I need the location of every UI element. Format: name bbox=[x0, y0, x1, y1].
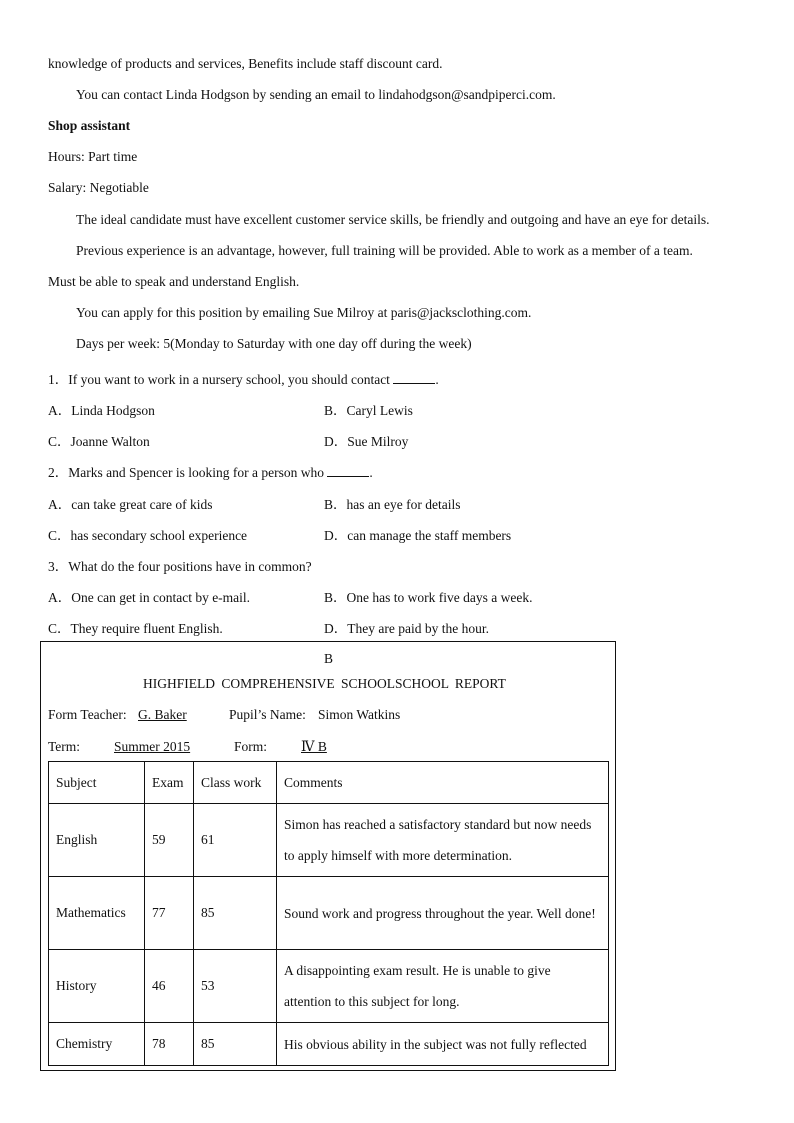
experience-paragraph: Previous experience is an advantage, however, full training will be provided. Able to work as a member of a team. bbox=[76, 243, 693, 258]
job-title: Shop assistant bbox=[48, 118, 131, 133]
classwork-cell: 85 bbox=[194, 1023, 277, 1066]
experience-paragraph-cont: Must be able to speak and understand English. bbox=[48, 274, 300, 289]
comment-cell: His obvious ability in the subject was not fully reflected bbox=[277, 1023, 609, 1066]
q3-option-d: D．They are paid by the hour. bbox=[324, 621, 489, 636]
q3-option-c: C．They require fluent English. bbox=[48, 621, 223, 636]
classwork-cell: 53 bbox=[194, 950, 277, 1023]
q1-option-c: C．Joanne Walton bbox=[48, 434, 150, 449]
term-value: Summer 2015 bbox=[114, 739, 191, 754]
q3-option-b: B．One has to work five days a week. bbox=[324, 590, 533, 605]
header-subject: Subject bbox=[49, 762, 145, 804]
q2-option-a: A．can take great care of kids bbox=[48, 497, 213, 512]
pupil-name-value: Simon Watkins bbox=[318, 707, 401, 722]
exam-cell: 77 bbox=[145, 877, 194, 950]
section-label: B bbox=[324, 651, 334, 666]
table-row bbox=[49, 877, 609, 950]
contact-linda-text: You can contact Linda Hodgson by sending an email to lindahodgson@sandpiperci.com. bbox=[76, 87, 556, 102]
days-text: Days per week: 5(Monday to Saturday with one day off during the week) bbox=[76, 336, 472, 351]
report-title: HIGHFIELD COMPREHENSIVE SCHOOLSCHOOL REPORT bbox=[143, 676, 506, 691]
subject-cell: History bbox=[49, 950, 145, 1023]
header-classwork: Class work bbox=[194, 762, 277, 804]
exam-cell: 78 bbox=[145, 1023, 194, 1066]
comment-cell: Simon has reached a satisfactory standard but now needs to apply himself with more determination. bbox=[277, 804, 609, 877]
intro-end-text: knowledge of products and services, Benefits include staff discount card. bbox=[48, 56, 443, 71]
exam-cell: 59 bbox=[145, 804, 194, 877]
q1-option-a: A．Linda Hodgson bbox=[48, 403, 155, 418]
table-row bbox=[49, 804, 609, 877]
question-3-stem: 3．What do the four positions have in common? bbox=[48, 559, 312, 574]
header-exam: Exam bbox=[145, 762, 194, 804]
table-row bbox=[49, 950, 609, 1023]
salary-text: Salary: Negotiable bbox=[48, 180, 149, 195]
comment-cell: A disappointing exam result. He is unable to give attention to this subject for long. bbox=[277, 950, 609, 1023]
subject-cell: Chemistry bbox=[49, 1023, 145, 1066]
question-2-stem: 2．Marks and Spencer is looking for a person who . bbox=[48, 465, 373, 480]
q3-option-a: A．One can get in contact by e-mail. bbox=[48, 590, 251, 605]
answer-blank bbox=[327, 465, 369, 477]
candidate-paragraph: The ideal candidate must have excellent customer service skills, be friendly and outgoing and have an eye for details. bbox=[76, 212, 710, 227]
header-comments: Comments bbox=[277, 762, 609, 804]
classwork-cell: 61 bbox=[194, 804, 277, 877]
answer-blank bbox=[393, 372, 435, 384]
table-row bbox=[49, 1023, 609, 1066]
q1-option-b: B．Caryl Lewis bbox=[324, 403, 413, 418]
q1-option-d: D．Sue Milroy bbox=[324, 434, 409, 449]
table-header-row bbox=[49, 762, 609, 804]
q2-option-d: D．can manage the staff members bbox=[324, 528, 512, 543]
form-teacher-label: Form Teacher: bbox=[48, 707, 127, 722]
classwork-cell: 85 bbox=[194, 877, 277, 950]
hours-text: Hours: Part time bbox=[48, 149, 138, 164]
q2-option-c: C．has secondary school experience bbox=[48, 528, 248, 543]
q2-option-b: B．has an eye for details bbox=[324, 497, 461, 512]
subject-cell: Mathematics bbox=[49, 877, 145, 950]
pupil-name-label: Pupil’s Name: bbox=[229, 707, 306, 722]
apply-text: You can apply for this position by emailing Sue Milroy at paris@jacksclothing.com. bbox=[76, 305, 532, 320]
term-label: Term: bbox=[48, 739, 81, 754]
subject-cell: English bbox=[49, 804, 145, 877]
comment-cell: Sound work and progress throughout the year. Well done! bbox=[277, 877, 609, 950]
question-1-stem: 1．If you want to work in a nursery school, you should contact . bbox=[48, 372, 439, 387]
form-teacher-value: G. Baker bbox=[138, 707, 187, 722]
school-report bbox=[40, 641, 616, 1071]
grades-table bbox=[48, 761, 609, 1066]
exam-cell: 46 bbox=[145, 950, 194, 1023]
form-value: Ⅳ B bbox=[301, 739, 327, 754]
form-label: Form: bbox=[234, 739, 268, 754]
